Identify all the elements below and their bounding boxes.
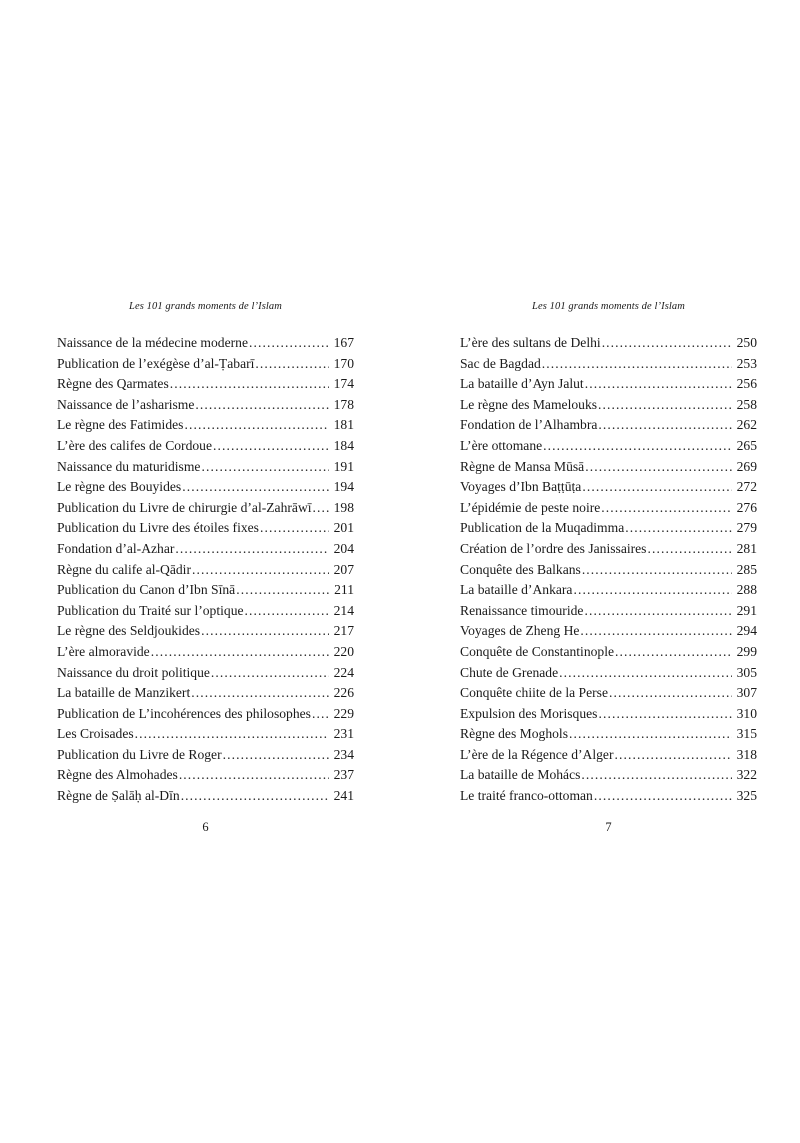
toc-entry-title: Publication du Livre de chirurgie d’al-Zahrāwī <box>57 499 312 515</box>
dot-leader <box>184 415 328 436</box>
toc-entry-title: La bataille de Mohács <box>460 767 581 783</box>
running-head: Les 101 grands moments de l’Islam <box>532 301 685 312</box>
toc-entry <box>57 765 354 786</box>
toc-entry-title: Sac de Bagdad <box>460 355 541 371</box>
toc-entry-page: 294 <box>736 623 757 639</box>
toc-entry-page: 204 <box>333 540 354 556</box>
toc-entry-title: La bataille d’Ayn Jalut <box>460 376 584 392</box>
toc-entry <box>460 333 757 354</box>
toc-entry-title: Publication du Canon d’Ibn Sīnā <box>57 582 236 598</box>
toc-entry-title: Publication de L’incohérences des philosophes <box>57 705 311 721</box>
toc-entry <box>57 354 354 375</box>
dot-leader <box>213 436 329 457</box>
toc-entry <box>57 457 354 478</box>
dot-leader <box>255 354 328 375</box>
toc-entry-title: Fondation d’al-Azhar <box>57 540 175 556</box>
dot-leader <box>151 642 329 663</box>
toc-entry-page: 269 <box>736 458 757 474</box>
toc-entry-title: Naissance de la médecine moderne <box>57 335 248 350</box>
toc-entry-page: 207 <box>333 561 354 577</box>
toc-entry <box>460 580 757 601</box>
toc-entry <box>57 518 354 539</box>
toc-entry-page: 220 <box>333 643 354 659</box>
toc-entry-title: L’ère des sultans de Delhi <box>460 335 601 350</box>
toc-entry <box>460 601 757 622</box>
dot-leader <box>609 683 732 704</box>
toc-entry-page: 194 <box>333 479 354 495</box>
toc-entry-title: La bataille de Manzikert <box>57 685 191 701</box>
toc-entry-title: Le règne des Seldjoukides <box>57 623 201 639</box>
toc-entry-page: 310 <box>736 705 757 721</box>
dot-leader <box>594 786 732 807</box>
toc-entry <box>57 374 354 395</box>
toc-entry-page: 305 <box>736 664 757 680</box>
toc-entry-title: Publication du Traité sur l’optique <box>57 602 244 618</box>
toc-entry-title: Expulsion des Morisques <box>460 705 598 721</box>
toc-entry-title: L’ère ottomane <box>460 437 543 453</box>
dot-leader <box>582 560 732 581</box>
toc-entry <box>57 539 354 560</box>
toc-entry <box>57 580 354 601</box>
toc-entry-title: La bataille d’Ankara <box>460 582 573 598</box>
toc-entry-page: 288 <box>736 582 757 598</box>
toc-entry <box>57 395 354 416</box>
book-page-right <box>460 300 757 835</box>
dot-leader <box>598 704 731 725</box>
toc-entry-page: 265 <box>736 437 757 453</box>
toc-entry-title: Le traité franco-ottoman <box>460 788 593 804</box>
toc-entry-page: 211 <box>334 582 354 598</box>
toc-entry-title: Règne des Moghols <box>460 726 568 742</box>
toc-entry-title: L’ère de la Régence d’Alger <box>460 746 614 762</box>
toc-entry <box>460 642 757 663</box>
toc-entry-page: 229 <box>333 705 354 721</box>
toc-entry-title: Publication de l’exégèse d’al-Ṭabarī <box>57 355 255 371</box>
toc-entry <box>460 765 757 786</box>
toc-entry <box>460 395 757 416</box>
toc-entry-title: Naissance du droit politique <box>57 664 210 680</box>
toc-entry <box>57 642 354 663</box>
toc-entry <box>460 704 757 725</box>
dot-leader <box>182 477 328 498</box>
dot-leader <box>223 745 329 766</box>
toc-entry-title: Conquête de Constantinople <box>460 643 615 659</box>
page-number: 6 <box>202 819 209 834</box>
dot-leader <box>585 457 731 478</box>
toc-entry-title: Règne de Ṣalāḥ al-Dīn <box>57 788 180 804</box>
dot-leader <box>647 539 731 560</box>
dot-leader <box>582 477 731 498</box>
toc-entry-page: 226 <box>333 685 354 701</box>
toc-entry-title: Voyages de Zheng He <box>460 623 580 639</box>
toc-entry-page: 279 <box>736 520 757 536</box>
toc-entry-title: L’ère almoravide <box>57 643 150 659</box>
toc-entry-title: Conquête chiite de la Perse <box>460 685 608 701</box>
toc-entry <box>57 601 354 622</box>
toc-entry-page: 262 <box>736 417 757 433</box>
toc-entry <box>57 498 354 519</box>
toc-entry-title: Règne des Almohades <box>57 767 178 783</box>
toc-list <box>460 333 757 807</box>
toc-entry-page: 299 <box>736 643 757 659</box>
toc-entry-title: Le règne des Bouyides <box>57 479 182 495</box>
toc-entry-page: 258 <box>736 396 757 412</box>
dot-leader <box>211 663 329 684</box>
dot-leader <box>260 518 329 539</box>
dot-leader <box>584 601 731 622</box>
dot-leader <box>245 601 329 622</box>
toc-entry-title: Naissance du maturidisme <box>57 458 201 474</box>
dot-leader <box>201 621 329 642</box>
toc-entry <box>57 436 354 457</box>
toc-entry <box>460 683 757 704</box>
toc-entry-title: L’épidémie de peste noire <box>460 499 601 515</box>
running-head: Les 101 grands moments de l’Islam <box>129 301 282 312</box>
toc-entry-page: 253 <box>736 355 757 371</box>
toc-entry <box>460 539 757 560</box>
toc-entry-title: Naissance de l’asharisme <box>57 396 195 412</box>
toc-entry-page: 291 <box>736 602 757 618</box>
toc-entry-title: Renaissance timouride <box>460 602 584 618</box>
toc-entry <box>460 354 757 375</box>
toc-entry-page: 237 <box>333 767 354 783</box>
dot-leader <box>313 498 329 519</box>
dot-leader <box>543 436 731 457</box>
dot-leader <box>191 683 328 704</box>
toc-entry-title: Règne des Qarmates <box>57 376 169 392</box>
toc-entry-title: Publication du Livre de Roger <box>57 746 222 762</box>
toc-entry-page: 201 <box>333 520 354 536</box>
toc-entry-page: 241 <box>333 788 354 804</box>
toc-entry-page: 315 <box>736 726 757 742</box>
toc-entry-page: 325 <box>736 788 757 804</box>
toc-entry-page: 198 <box>333 499 354 515</box>
toc-entry <box>57 560 354 581</box>
toc-entry <box>57 621 354 642</box>
toc-entry-title: Création de l’ordre des Janissaires <box>460 540 647 556</box>
toc-entry <box>460 457 757 478</box>
dot-leader <box>598 415 731 436</box>
toc-list <box>57 333 354 807</box>
dot-leader <box>585 374 732 395</box>
toc-entry-page: 250 <box>736 335 757 350</box>
toc-entry-title: Règne de Mansa Mūsā <box>460 458 585 474</box>
toc-entry-page: 174 <box>333 376 354 392</box>
toc-entry <box>57 333 354 354</box>
toc-entry-page: 184 <box>333 437 354 453</box>
toc-entry <box>57 745 354 766</box>
toc-entry-title: Voyages d’Ibn Baṭṭūṭa <box>460 479 582 495</box>
toc-entry-page: 217 <box>333 623 354 639</box>
toc-entry <box>460 745 757 766</box>
toc-entry-page: 214 <box>333 602 354 618</box>
dot-leader <box>249 333 329 354</box>
toc-entry <box>460 498 757 519</box>
dot-leader <box>179 765 329 786</box>
toc-entry-page: 191 <box>333 458 354 474</box>
toc-entry-title: Les Croisades <box>57 726 134 742</box>
toc-entry <box>460 415 757 436</box>
toc-entry-page: 181 <box>333 417 354 433</box>
toc-entry-page: 224 <box>333 664 354 680</box>
toc-entry <box>460 724 757 745</box>
toc-entry-title: Publication du Livre des étoiles fixes <box>57 520 259 536</box>
toc-entry <box>460 518 757 539</box>
dot-leader <box>312 704 329 725</box>
dot-leader <box>573 580 731 601</box>
toc-entry-page: 307 <box>736 685 757 701</box>
toc-entry-page: 285 <box>736 561 757 577</box>
toc-entry-title: Le règne des Fatimides <box>57 417 184 433</box>
toc-entry-title: Chute de Grenade <box>460 664 559 680</box>
toc-entry-page: 272 <box>736 479 757 495</box>
toc-entry <box>57 683 354 704</box>
dot-leader <box>615 642 732 663</box>
toc-entry-page: 318 <box>736 746 757 762</box>
toc-entry-title: Publication de la Muqadimma <box>460 520 625 536</box>
dot-leader <box>175 539 328 560</box>
dot-leader <box>581 765 731 786</box>
dot-leader <box>170 374 329 395</box>
dot-leader <box>601 498 731 519</box>
dot-leader <box>236 580 329 601</box>
toc-entry-page: 167 <box>333 335 354 350</box>
toc-entry-page: 276 <box>736 499 757 515</box>
dot-leader <box>559 663 731 684</box>
toc-entry-title: Fondation de l’Alhambra <box>460 417 598 433</box>
dot-leader <box>602 333 732 354</box>
dot-leader <box>580 621 731 642</box>
toc-entry <box>57 415 354 436</box>
toc-entry <box>57 786 354 807</box>
toc-entry-title: L’ère des califes de Cordoue <box>57 437 213 453</box>
dot-leader <box>135 724 329 745</box>
toc-entry <box>460 560 757 581</box>
toc-entry-title: Le règne des Mamelouks <box>460 396 598 412</box>
toc-entry <box>57 704 354 725</box>
toc-entry-page: 170 <box>333 355 354 371</box>
toc-entry <box>460 621 757 642</box>
toc-entry <box>57 477 354 498</box>
toc-entry-title: Règne du calife al-Qādir <box>57 561 191 577</box>
dot-leader <box>614 745 731 766</box>
dot-leader <box>542 354 732 375</box>
dot-leader <box>181 786 329 807</box>
book-page-left <box>57 300 354 835</box>
toc-entry-page: 281 <box>736 540 757 556</box>
dot-leader <box>625 518 731 539</box>
toc-entry <box>57 663 354 684</box>
toc-entry-page: 322 <box>736 767 757 783</box>
dot-leader <box>598 395 732 416</box>
toc-entry-page: 234 <box>333 746 354 762</box>
toc-entry-page: 256 <box>736 376 757 392</box>
toc-entry <box>460 436 757 457</box>
toc-entry-page: 231 <box>333 726 354 742</box>
dot-leader <box>569 724 732 745</box>
dot-leader <box>195 395 328 416</box>
toc-entry <box>460 663 757 684</box>
dot-leader <box>201 457 328 478</box>
toc-entry-title: Conquête des Balkans <box>460 561 581 577</box>
dot-leader <box>192 560 329 581</box>
page-number: 7 <box>605 819 612 834</box>
toc-entry-page: 178 <box>333 396 354 412</box>
toc-entry <box>57 724 354 745</box>
toc-entry <box>460 374 757 395</box>
toc-entry <box>460 477 757 498</box>
toc-entry <box>460 786 757 807</box>
